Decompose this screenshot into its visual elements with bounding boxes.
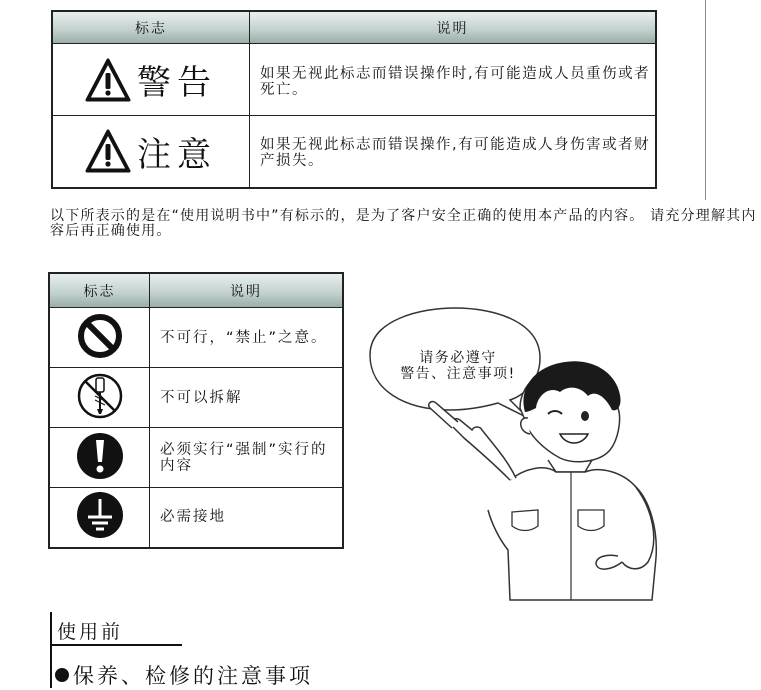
symbol-legend-table <box>48 272 344 549</box>
warning-triangle-icon <box>85 58 131 102</box>
section-subtitle <box>55 660 313 690</box>
section-underline <box>50 644 182 646</box>
table1-header-symbol: 标志 <box>52 11 250 44</box>
worker-illustration <box>360 300 680 610</box>
ground-icon <box>75 490 125 540</box>
page-edge-divider <box>705 0 706 200</box>
table2-header-symbol: 标志 <box>49 273 150 308</box>
caution-symbol-cell <box>52 116 250 188</box>
warning-symbol-cell <box>52 44 250 116</box>
table-row <box>49 428 343 488</box>
prohibition-icon <box>76 312 124 360</box>
no-disassembly-icon <box>75 371 125 421</box>
table-row <box>49 488 343 548</box>
warning-word: 警告 <box>137 63 217 103</box>
table2-header-description: 说明 <box>150 273 344 308</box>
warning-symbols-table <box>51 10 657 189</box>
caution-description: 如果无视此标志而错误操作,有可能造成人身伤害或者财产损失。 <box>250 116 657 188</box>
mandatory-description: 必须实行“强制”实行的内容 <box>150 428 344 488</box>
bullet-dot-icon <box>55 668 69 682</box>
table-row <box>52 44 656 116</box>
prohibition-description: 不可行，“禁止”之意。 <box>150 308 344 368</box>
section-marker-line <box>50 612 52 688</box>
ground-description: 必需接地 <box>150 488 344 548</box>
speech-bubble-text: 请务必遵守 警告、注意事项! <box>400 350 516 382</box>
section-subtitle-text: 保养、检修的注意事项 <box>73 664 313 688</box>
table1-header-description: 说明 <box>250 11 657 44</box>
table-row <box>52 116 656 188</box>
mandatory-exclamation-icon <box>75 431 125 481</box>
no-disassembly-description: 不可以拆解 <box>150 368 344 428</box>
table-row <box>49 368 343 428</box>
intro-paragraph: 以下所表示的是在“使用说明书中”有标示的，是为了客户安全正确的使用本产品的内容。 请充分理解其内容后再正确使用。 <box>50 208 757 239</box>
warning-description: 如果无视此标志而错误操作时,有可能造成人员重伤或者死亡。 <box>250 44 657 116</box>
caution-triangle-icon <box>85 129 131 173</box>
caution-word: 注意 <box>137 134 217 175</box>
table-row <box>49 308 343 368</box>
section-title: 使用前 <box>57 621 124 643</box>
